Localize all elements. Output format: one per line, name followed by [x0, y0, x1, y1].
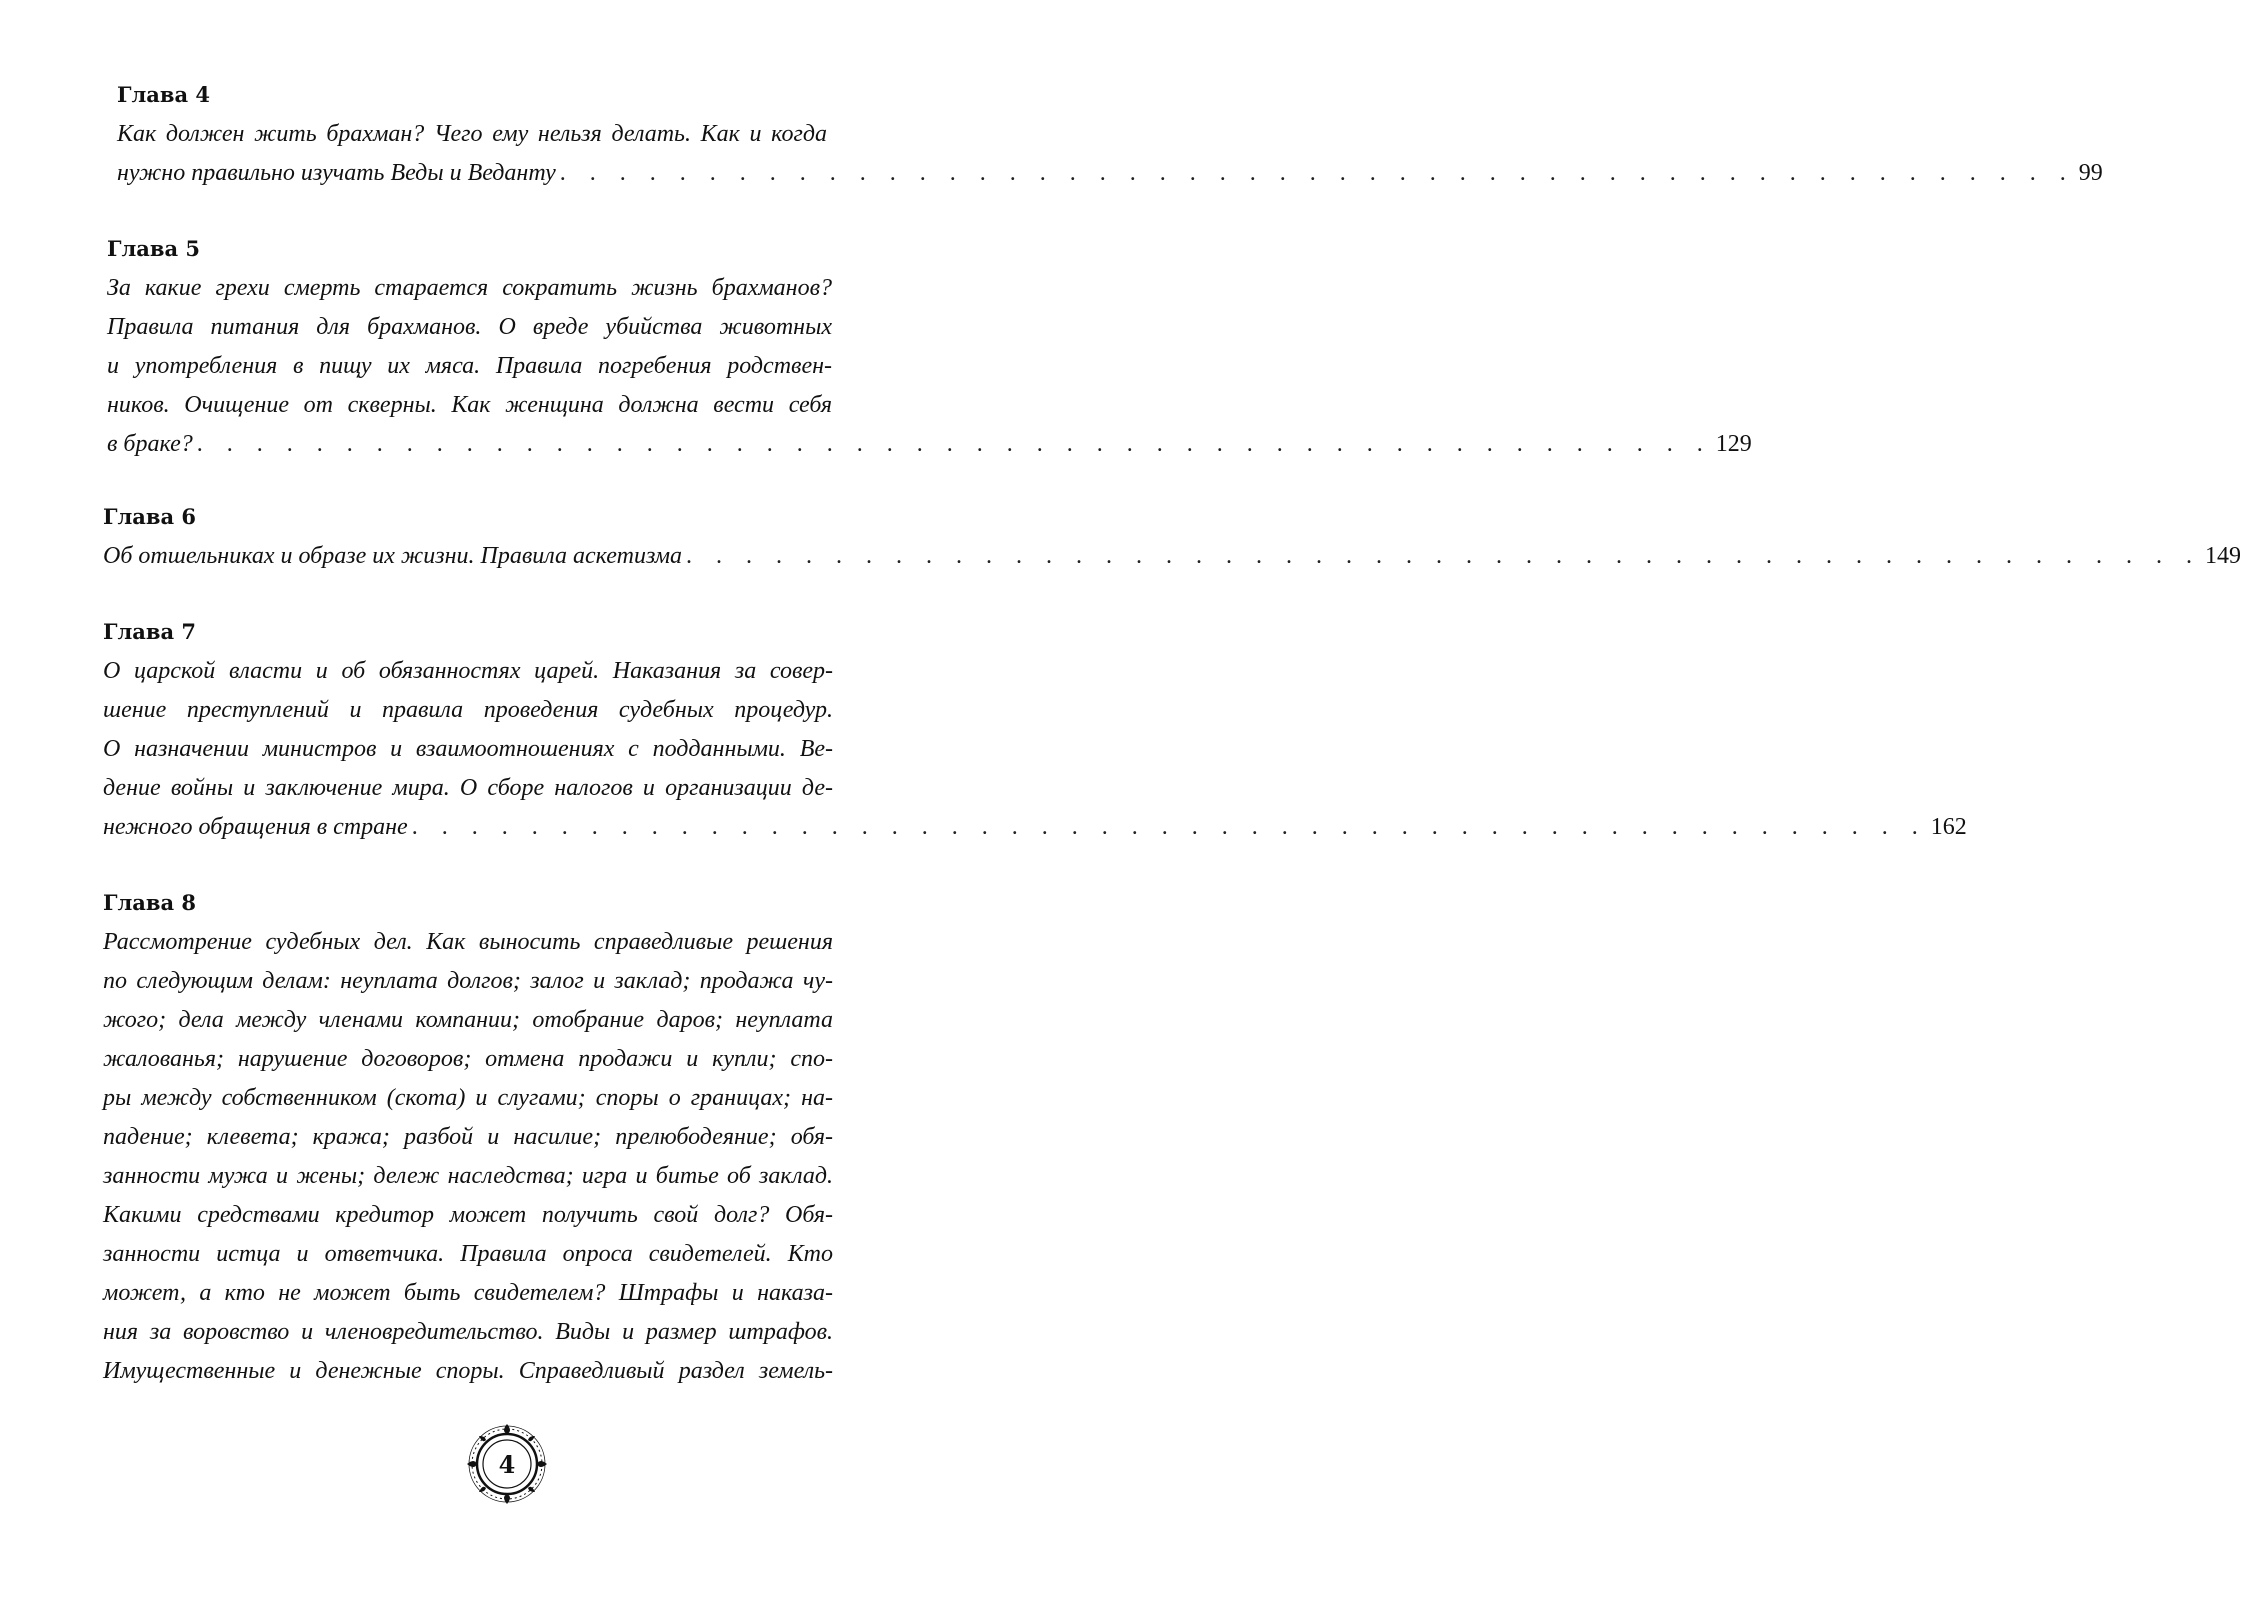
- dot-leader: . . . . . . . . . . . . . . . . . . . . . . . . . . . . . . . . . . . . . . . . . . . . . . . . . . .: [559, 160, 2075, 186]
- chapter-description-line: О назначении министров и взаимоотношениях с подданными. Ве-: [103, 736, 833, 762]
- chapter-description-line: занности мужа и жены; дележ наследства; игра и битье об заклад.: [103, 1163, 833, 1189]
- dot-leader: . . . . . . . . . . . . . . . . . . . . . . . . . . . . . . . . . . . . . . . . . . . . . . . . . . .: [411, 814, 1927, 840]
- page-number: 162: [1930, 814, 1967, 840]
- chapter-description-line: в браке?: [107, 431, 193, 457]
- toc-entry-line: [103, 537, 2241, 576]
- chapter-description-line: Как должен жить брахман? Чего ему нельзя делать. Как и когда: [117, 121, 827, 147]
- chapter-description-line: ния за воровство и членовредительство. Виды и размер штрафов.: [103, 1319, 833, 1345]
- chapter-description-line: ры между собственником (скота) и слугами; споры о границах; на-: [103, 1085, 833, 1111]
- chapter-description-line: жого; дела между членами компании; отобрание даров; неуплата: [103, 1007, 833, 1033]
- toc-entry-line: [107, 425, 1752, 464]
- chapter-description-line: падение; клевета; кража; разбой и насилие; прелюбодеяние; обя-: [103, 1124, 833, 1150]
- page-number: 149: [2205, 543, 2241, 569]
- chapter-description-line: нужно правильно изучать Веды и Веданту: [117, 160, 556, 186]
- chapter-title: Глава 8: [103, 890, 197, 915]
- chapter-8: [103, 883, 833, 1391]
- chapter-description-line: Правила питания для брахманов. О вреде убийства животных: [107, 314, 832, 340]
- page-number: 129: [1715, 431, 1752, 457]
- chapter-description-line: по следующим делам: неуплата долгов; залог и заклад; продажа чу-: [103, 968, 833, 994]
- chapter-description-line: За какие грехи смерть старается сократить жизнь брахманов?: [107, 275, 832, 301]
- chapter-description-line: шение преступлений и правила проведения судебных процедур.: [103, 697, 833, 723]
- chapter-description-line: Имущественные и денежные споры. Справедливый раздел земель-: [103, 1358, 833, 1384]
- chapter-description-line: Рассмотрение судебных дел. Как выносить справедливые решения: [103, 929, 833, 955]
- chapter-5: [107, 229, 1752, 464]
- chapter-7: [103, 612, 1967, 847]
- chapter-4: [117, 75, 2103, 193]
- chapter-description-line: может, а кто не может быть свидетелем? Штрафы и наказа-: [103, 1280, 833, 1306]
- chapter-description-line: дение войны и заключение мира. О сборе налогов и организации де-: [103, 775, 833, 801]
- chapter-description-line: Какими средствами кредитор может получить свой долг? Обя-: [103, 1202, 833, 1228]
- chapter-description-line: Об отшельниках и образе их жизни. Правила аскетизма: [103, 543, 683, 569]
- dot-leader: . . . . . . . . . . . . . . . . . . . . . . . . . . . . . . . . . . . . . . . . . . . . . . . . . . .: [196, 431, 1712, 457]
- chapter-description-line: О царской власти и об обязанностях царей. Наказания за совер-: [103, 658, 833, 684]
- dot-leader: . . . . . . . . . . . . . . . . . . . . . . . . . . . . . . . . . . . . . . . . . . . . . . . . . . .: [686, 543, 2202, 569]
- toc-entry-line: [103, 808, 1967, 847]
- chapter-title: Глава 4: [117, 82, 211, 107]
- chapter-description-line: нежного обращения в стране: [103, 814, 408, 840]
- chapter-description-line: ников. Очищение от скверны. Как женщина должна вести себя: [107, 392, 832, 418]
- chapter-title: Глава 6: [103, 504, 197, 529]
- page-folio: [463, 1420, 551, 1508]
- chapter-description-line: занности истца и ответчика. Правила опроса свидетелей. Кто: [103, 1241, 833, 1267]
- chapter-description-line: жалованья; нарушение договоров; отмена продажи и купли; спо-: [103, 1046, 833, 1072]
- chapter-6: [103, 497, 2241, 576]
- chapter-title: Глава 5: [107, 236, 201, 261]
- toc-entry-line: [117, 154, 2103, 193]
- folio-page-number: 4: [498, 1449, 516, 1479]
- page-number: 99: [2078, 160, 2103, 186]
- chapter-description-line: и употребления в пищу их мяса. Правила погребения родствен-: [107, 353, 832, 379]
- chapter-title: Глава 7: [103, 619, 197, 644]
